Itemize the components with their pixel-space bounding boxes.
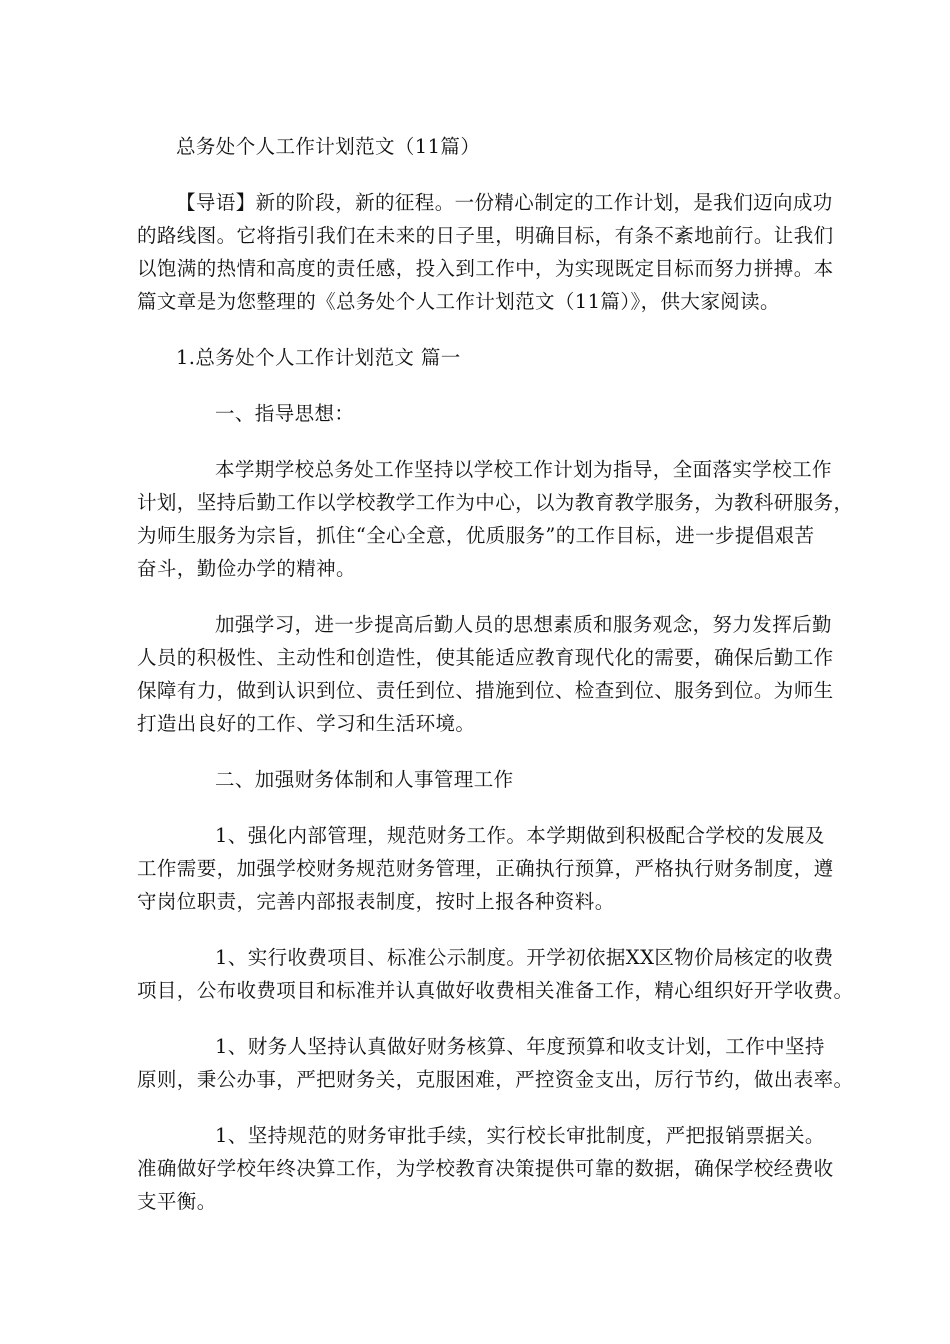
paragraph-line: 计划，坚持后勤工作以学校教学工作为中心，以为教育教学服务，为教科研服务， [137, 491, 854, 514]
paragraph-line: 1、强化内部管理，规范财务工作。本学期做到积极配合学校的发展及 [215, 824, 825, 847]
document-title: 总务处个人工作计划范文（11篇） [176, 135, 481, 158]
paragraph-line: 项目，公布收费项目和标准并认真做好收费相关准备工作，精心组织好开学收费。 [137, 979, 854, 1002]
intro-line: 【导语】新的阶段，新的征程。一份精心制定的工作计划，是我们迈向成功 [176, 191, 833, 214]
paragraph-line: 奋斗，勤俭办学的精神。 [137, 557, 356, 580]
subheading-guiding-ideology: 一、指导思想： [215, 402, 355, 425]
subheading-finance-management: 二、加强财务体制和人事管理工作 [215, 768, 514, 791]
paragraph-line: 1、财务人坚持认真做好财务核算、年度预算和收支计划，工作中坚持 [215, 1035, 825, 1058]
paragraph-line: 本学期学校总务处工作坚持以学校工作计划为指导，全面落实学校工作 [215, 458, 832, 481]
paragraph-line: 守岗位职责，完善内部报表制度，按时上报各种资料。 [137, 890, 615, 913]
paragraph-line: 1、实行收费项目、标准公示制度。开学初依据XX区物价局核定的收费 [215, 946, 834, 969]
paragraph-line: 1、坚持规范的财务审批手续，实行校长审批制度，严把报销票据关。 [215, 1124, 825, 1147]
paragraph-line: 打造出良好的工作、学习和生活环境。 [137, 712, 476, 735]
paragraph-line: 工作需要，加强学校财务规范财务管理，正确执行预算，严格执行财务制度，遵 [137, 857, 834, 880]
paragraph-line: 准确做好学校年终决算工作，为学校教育决策提供可靠的数据，确保学校经费收 [137, 1157, 834, 1180]
intro-line: 篇文章是为您整理的《总务处个人工作计划范文（11篇）》，供大家阅读。 [137, 290, 780, 313]
paragraph-line: 为师生服务为宗旨，抓住“全心全意，优质服务”的工作目标，进一步提倡艰苦 [137, 524, 815, 547]
intro-line: 的路线图。它将指引我们在未来的日子里，明确目标，有条不紊地前行。让我们 [137, 224, 834, 247]
paragraph-line: 加强学习，进一步提高后勤人员的思想素质和服务观念，努力发挥后勤 [215, 613, 832, 636]
paragraph-line: 人员的积极性、主动性和创造性，使其能适应教育现代化的需要，确保后勤工作 [137, 646, 834, 669]
paragraph-line: 支平衡。 [137, 1190, 217, 1213]
paragraph-line: 保障有力，做到认识到位、责任到位、措施到位、检查到位、服务到位。为师生 [137, 679, 834, 702]
section-heading: 1.总务处个人工作计划范文 篇一 [176, 346, 461, 369]
paragraph-line: 原则，秉公办事，严把财务关，克服困难，严控资金支出，厉行节约，做出表率。 [137, 1068, 854, 1091]
intro-line: 以饱满的热情和高度的责任感，投入到工作中，为实现既定目标而努力拼搏。本 [137, 257, 834, 280]
